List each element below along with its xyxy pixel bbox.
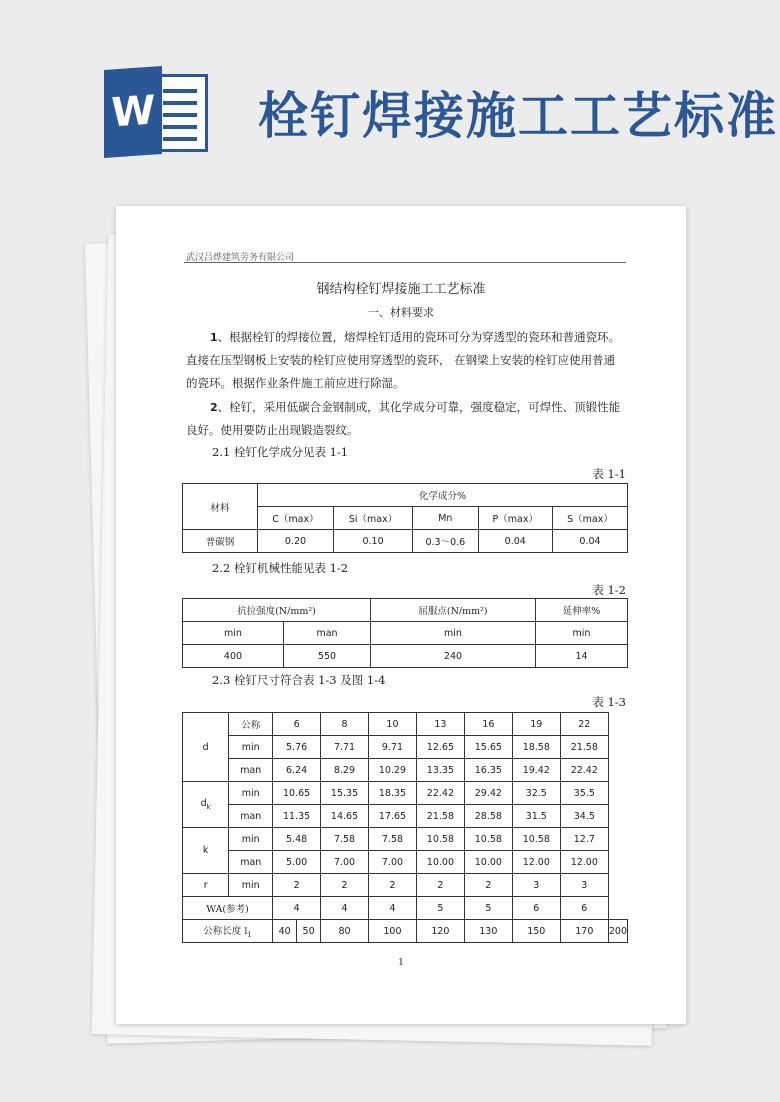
section-heading: 一、材料要求: [368, 306, 434, 319]
table-cell: 4: [369, 897, 417, 920]
table-cell: 延伸率%: [536, 599, 628, 622]
header-rule: [184, 262, 626, 263]
table-cell: 5.76: [273, 736, 321, 759]
table-cell: WA(参考): [183, 897, 273, 920]
paragraph-1: 1、根据栓钉的焊接位置，熔焊栓钉适用的瓷环可分为穿透型的瓷环和普通瓷环。直接在压型钢板上安装的栓钉应使用穿透型的瓷环， 在钢梁上安装的栓钉应使用普通的瓷环。根据作业条件施工前应进行除湿。: [186, 330, 621, 390]
table-cell: $d_k$: [183, 782, 229, 828]
table-cell: 200: [608, 920, 627, 943]
table-cell: 18.58: [512, 736, 560, 759]
table-cell: 15.65: [464, 736, 512, 759]
table-cell: 5: [416, 897, 464, 920]
table-cell: 120: [416, 920, 464, 943]
table-cell: S（max）: [553, 507, 628, 530]
table-cell: 10.00: [464, 851, 512, 874]
table-cell: min: [229, 828, 273, 851]
table-cell: 8: [321, 713, 369, 736]
table-cell: 6: [273, 713, 321, 736]
table-cell: 7.00: [369, 851, 417, 874]
table-cell: 0.04: [478, 530, 553, 553]
table-cell: 13: [416, 713, 464, 736]
table-cell: C（max）: [258, 507, 334, 530]
table-cell: 10.58: [512, 828, 560, 851]
document-title: 钢结构栓钉焊接施工工艺标准: [316, 282, 486, 297]
banner-title: 栓钉焊接施工工艺标准: [258, 87, 778, 145]
table-cell: 8.29: [321, 759, 369, 782]
table-cell: 400: [183, 645, 284, 668]
table-cell: 16.35: [464, 759, 512, 782]
table-cell: 150: [512, 920, 560, 943]
table-cell: man: [229, 851, 273, 874]
table-cell: 3: [512, 874, 560, 897]
table-cell: 7.71: [321, 736, 369, 759]
table-cell: 化学成分%: [258, 484, 628, 507]
table-cell: 170: [560, 920, 608, 943]
table-cell: 公称长度 $l_1$: [183, 920, 273, 943]
table-cell: 17.65: [369, 805, 417, 828]
table-cell: 5.48: [273, 828, 321, 851]
table-cell: min: [536, 622, 628, 645]
table-cell: 10.65: [273, 782, 321, 805]
table-cell: r: [183, 874, 229, 897]
table-cell: min: [371, 622, 536, 645]
table-cell: man: [229, 759, 273, 782]
table-cell: 6: [512, 897, 560, 920]
table-cell: 28.58: [464, 805, 512, 828]
table-cell: P（max）: [478, 507, 553, 530]
table-cell: 2: [369, 874, 417, 897]
table-cell: 130: [464, 920, 512, 943]
table-cell: 80: [321, 920, 369, 943]
table-mechanical: [182, 598, 628, 668]
table-cell: 22.42: [416, 782, 464, 805]
table-cell: 12.7: [560, 828, 608, 851]
page-number: 1: [398, 958, 404, 968]
table-cell: 4: [321, 897, 369, 920]
table-cell: 普碳钢: [183, 530, 258, 553]
table-cell: 12.65: [416, 736, 464, 759]
table-cell: min: [183, 622, 284, 645]
table-cell: k: [183, 828, 229, 874]
table-cell: 40: [273, 920, 297, 943]
table-cell: 10.58: [464, 828, 512, 851]
table-cell: 10.00: [416, 851, 464, 874]
table-cell: 7.58: [369, 828, 417, 851]
page-header: 武汉吕烨建筑劳务有限公司: [186, 253, 295, 263]
table-cell: 4: [273, 897, 321, 920]
table-cell: min: [229, 874, 273, 897]
table-cell: 19.42: [512, 759, 560, 782]
table-cell: 6.24: [273, 759, 321, 782]
table-cell: 14: [536, 645, 628, 668]
table-cell: 5.00: [273, 851, 321, 874]
table-label-1-1: 表 1-1: [592, 467, 626, 481]
table-cell: min: [229, 782, 273, 805]
table-cell: man: [229, 805, 273, 828]
table-cell: 21.58: [416, 805, 464, 828]
table-cell: 22.42: [560, 759, 608, 782]
table-cell: 11.35: [273, 805, 321, 828]
table-cell: 16: [464, 713, 512, 736]
table-cell: 屈服点(N/mm²): [371, 599, 536, 622]
table-cell: 32.5: [512, 782, 560, 805]
table-chemical: [182, 483, 628, 553]
table-cell: 5: [464, 897, 512, 920]
table-cell: man: [284, 622, 371, 645]
table-cell: 18.35: [369, 782, 417, 805]
table-cell: 抗拉强度(N/mm²): [183, 599, 371, 622]
table-cell: 12.00: [560, 851, 608, 874]
table-cell: 0.20: [258, 530, 334, 553]
table-cell: 100: [369, 920, 417, 943]
table-cell: 公称: [229, 713, 273, 736]
table-cell: 240: [371, 645, 536, 668]
table-cell: 31.5: [512, 805, 560, 828]
document-page: [116, 206, 686, 1024]
table-cell: 10: [369, 713, 417, 736]
table-cell: 21.58: [560, 736, 608, 759]
word-icon: [104, 68, 210, 156]
subheading-2-2: 2.2 栓钉机械性能见表 1-2: [212, 561, 349, 575]
table-cell: Si（max）: [333, 507, 412, 530]
table-cell: 34.5: [560, 805, 608, 828]
table-cell: 2: [464, 874, 512, 897]
table-cell: 19: [512, 713, 560, 736]
table-cell: 550: [284, 645, 371, 668]
table-cell: min: [229, 736, 273, 759]
table-cell: 6: [560, 897, 608, 920]
table-cell: 2: [321, 874, 369, 897]
table-cell: 10.29: [369, 759, 417, 782]
table-cell: 22: [560, 713, 608, 736]
table-cell: 13.35: [416, 759, 464, 782]
banner: [0, 0, 780, 190]
table-cell: 12.00: [512, 851, 560, 874]
table-cell: d: [183, 713, 229, 782]
table-cell: 0.04: [553, 530, 628, 553]
table-cell: 0.10: [333, 530, 412, 553]
table-cell: 2: [416, 874, 464, 897]
table-cell: 3: [560, 874, 608, 897]
table-cell: 7.58: [321, 828, 369, 851]
table-cell: 0.3～0.6: [413, 530, 478, 553]
table-cell: 7.00: [321, 851, 369, 874]
table-cell: 2: [273, 874, 321, 897]
table-cell: 10.58: [416, 828, 464, 851]
table-label-1-2: 表 1-2: [592, 583, 626, 597]
table-dimensions: [182, 712, 628, 943]
table-cell: 材料: [183, 484, 258, 530]
table-cell: 15.35: [321, 782, 369, 805]
word-icon-letter: W: [104, 66, 162, 158]
table-cell: Mn: [413, 507, 478, 530]
table-cell: 50: [297, 920, 321, 943]
table-label-1-3: 表 1-3: [592, 695, 626, 709]
subheading-2-3: 2.3 栓钉尺寸符合表 1-3 及图 1-4: [212, 673, 386, 687]
paragraph-2: 2、栓钉，采用低碳合金钢制成，其化学成分可靠，强度稳定，可焊性、顶锻性能良好。使用要防止出现锻造裂纹。: [186, 400, 621, 437]
table-cell: 9.71: [369, 736, 417, 759]
table-cell: 29.42: [464, 782, 512, 805]
table-cell: 14.65: [321, 805, 369, 828]
table-cell: 35.5: [560, 782, 608, 805]
subheading-2-1: 2.1 栓钉化学成分见表 1-1: [212, 445, 349, 459]
